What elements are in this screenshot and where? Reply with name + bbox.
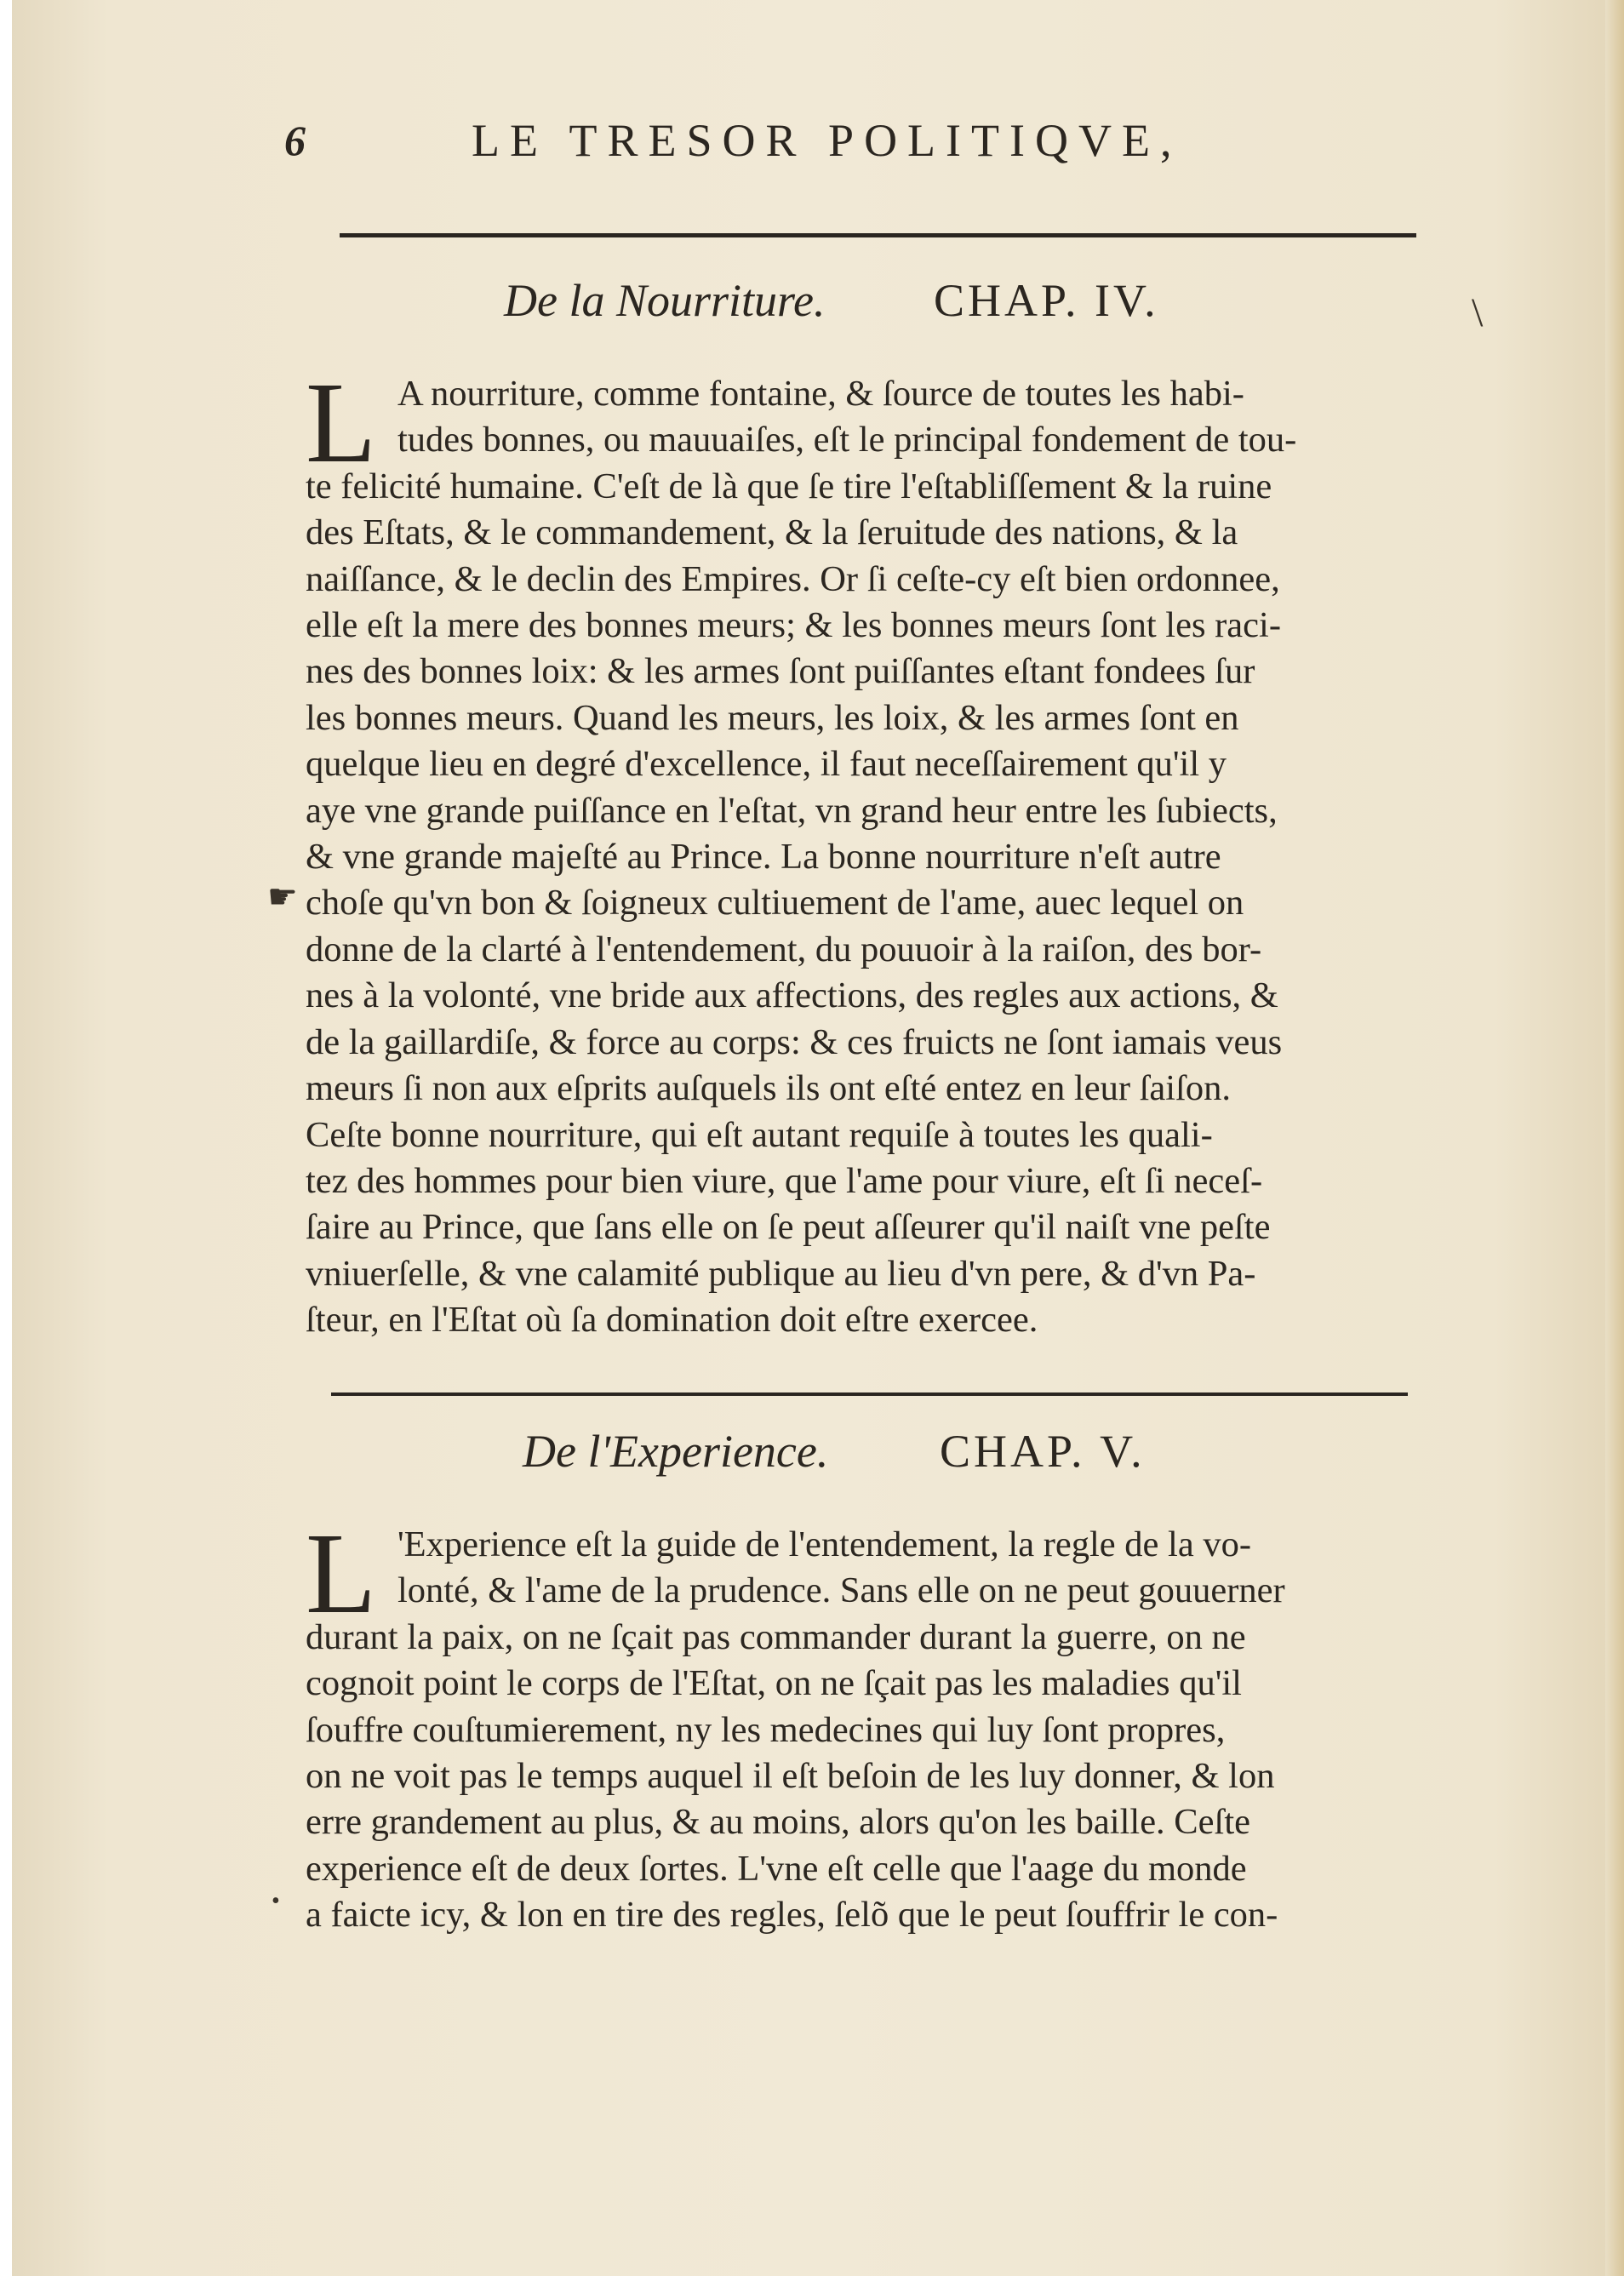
text-line: 'Experience eſt la guide de l'entendement, la regle de la vo-: [397, 1524, 1251, 1564]
running-head: [284, 111, 1374, 170]
text-line: ſaire au Prince, que ſans elle on ſe peut aſſeurer qu'il naiſt vne peſte: [306, 1207, 1271, 1248]
chapter-heading: [504, 271, 1159, 330]
text-line: erre grandement au plus, & au moins, alors qu'on les baille. Ceſte: [306, 1802, 1251, 1843]
text-line: A nourriture, comme fontaine, & ſource de toutes les habi-: [397, 374, 1244, 414]
margin-pointer-icon: ☛: [267, 878, 298, 916]
text-line: meurs ſi non aux eſprits auſquels ils ont eſté entez en leur ſaiſon.: [306, 1068, 1232, 1109]
text-line: choſe qu'vn bon & ſoigneux cultiuement de l'ame, auec lequel on: [306, 883, 1244, 924]
text-line: lonté, & l'ame de la prudence. Sans elle on ne peut gouuerner: [397, 1570, 1285, 1611]
chapter-title: De l'Experience.: [523, 1426, 829, 1477]
chapter-text: [306, 359, 1425, 1344]
text-line: on ne voit pas le temps auquel il eſt beſoin de les luy donner, & lon: [306, 1756, 1275, 1797]
chapter-number: CHAP. IV.: [934, 275, 1159, 326]
text-line: experience eſt de deux ſortes. L'vne eſt celle que l'aage du monde: [306, 1848, 1247, 1889]
text-line: ſteur, en l'Eſtat où ſa domination doit eſtre exercee.: [306, 1300, 1038, 1341]
text-line: naiſſance, & le declin des Empires. Or ſi ceſte-cy eſt bien ordonnee,: [306, 558, 1280, 599]
drop-capital: L: [306, 359, 377, 487]
text-line: nes des bonnes loix: & les armes ſont puiſſantes eſtant fondees ſur: [306, 651, 1255, 692]
text-line: des Eſtats, & le commandement, & la ſeruitude des nations, & la: [306, 512, 1238, 553]
text-line: & vne grande majeſté au Prince. La bonne nourriture n'eſt autre: [306, 837, 1221, 878]
text-line: elle eſt la mere des bonnes meurs; & les bonnes meurs ſont les raci-: [306, 605, 1281, 646]
text-line: cognoit point le corps de l'Eſtat, on ne ſçait pas les maladies qu'il: [306, 1663, 1242, 1704]
chapter-heading: [523, 1421, 1146, 1481]
text-line: a faicte icy, & lon en tire des regles, ſelõ que le peut ſouffrir le con-: [306, 1895, 1278, 1936]
chapter-title: De la Nourriture.: [504, 275, 826, 326]
text-line: te felicité humaine. C'eſt de là que ſe tire l'eſtabliſſement & la ruine: [306, 466, 1272, 506]
chapter-text: [306, 1510, 1425, 1939]
text-line: tudes bonnes, ou mauuaiſes, eſt le principal fondement de tou-: [397, 420, 1297, 460]
text-line: tez des hommes pour bien viure, que l'ame pour viure, eſt ſi neceſ-: [306, 1160, 1263, 1201]
text-line: donne de la clarté à l'entendement, du pouuoir à la raiſon, des bor-: [306, 929, 1262, 969]
page-number: 6: [284, 117, 306, 164]
drop-capital: L: [306, 1510, 377, 1638]
book-page: [12, 0, 1624, 2276]
text-line: vniuerſelle, & vne calamité publique au lieu d'vn pere, & d'vn Pa-: [306, 1253, 1256, 1294]
text-line: aye vne grande puiſſance en l'eſtat, vn grand heur entre les ſubiects,: [306, 790, 1278, 831]
text-line: durant la paix, on ne ſçait pas commander durant la guerre, on ne: [306, 1616, 1246, 1657]
section-rule: [331, 1392, 1408, 1396]
text-line: les bonnes meurs. Quand les meurs, les loix, & les armes ſont en: [306, 697, 1239, 738]
text-line: Ceſte bonne nourriture, qui eſt autant requiſe à toutes les quali-: [306, 1114, 1213, 1155]
chapter-number: CHAP. V.: [940, 1426, 1146, 1477]
text-line: nes à la volonté, vne bride aux affections, des regles aux actions, &: [306, 975, 1278, 1016]
section-rule: [340, 233, 1416, 237]
text-line: ſouffre couſtumierement, ny les medecines qui luy ſont propres,: [306, 1709, 1226, 1750]
text-line: de la gaillardiſe, & force au corps: & ces fruicts ne ſont iamais veus: [306, 1021, 1283, 1062]
margin-dot-icon: •: [272, 1888, 280, 1914]
text-line: quelque lieu en degré d'excellence, il faut neceſſairement qu'il y: [306, 744, 1227, 785]
running-title: LE TRESOR POLITIQVE,: [472, 115, 1182, 166]
margin-mark-icon: \: [1472, 290, 1484, 335]
page-edge: [1605, 0, 1624, 2276]
